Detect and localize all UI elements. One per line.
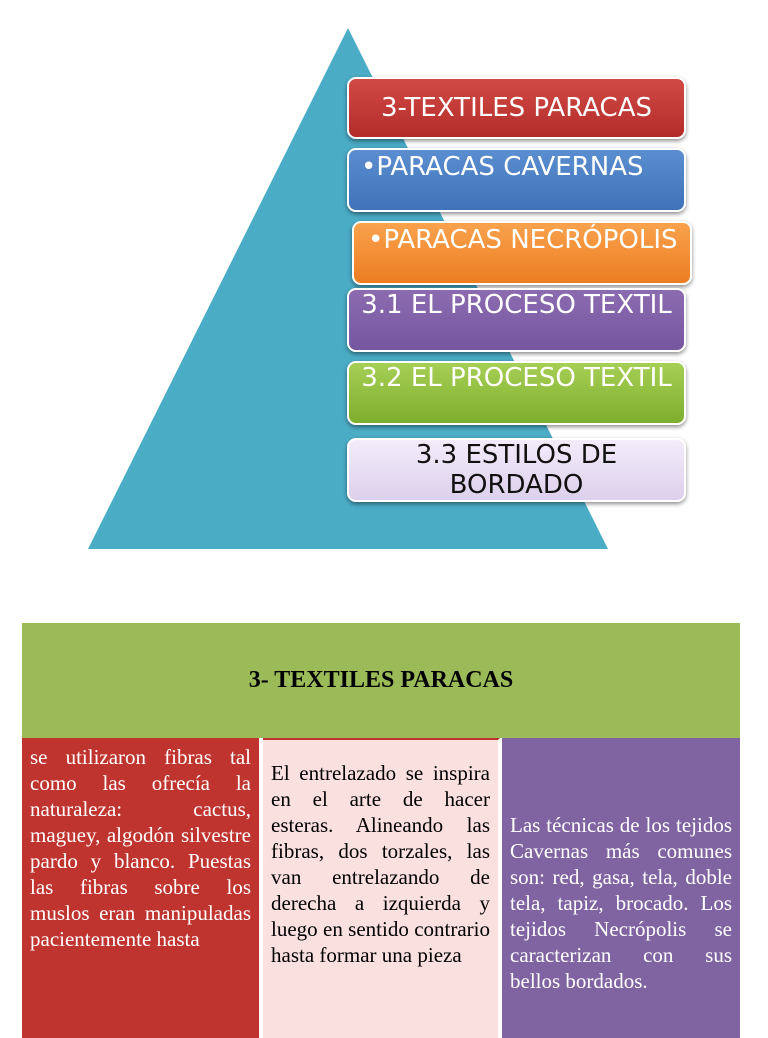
pyramid-item-estilos-bordado: [347, 438, 686, 502]
pyramid-item-label: 3.3 ESTILOS DE BORDADO: [415, 440, 618, 500]
pyramid-item-textiles-paracas: [347, 77, 686, 139]
pyramid-item-label: •PARACAS NECRÓPOLIS: [368, 225, 678, 255]
column-text: se utilizaron fibras tal como las ofrecía la naturaleza: cactus, maguey, algodón silvestre pardo y blanco. Puestas las fibras sobre los muslos eran manipuladas pacientemente hasta: [30, 745, 251, 951]
pyramid-item-paracas-necropolis: [352, 221, 692, 285]
pyramid-item-label: 3-TEXTILES PARACAS: [380, 93, 653, 123]
pyramid-item-proceso-textil-1: [347, 288, 686, 352]
pyramid-item-label: 3.1 EL PROCESO TEXTIL: [361, 290, 672, 320]
table-column-fibras: [22, 738, 261, 1038]
table-column-tecnicas: [502, 738, 740, 1038]
pyramid-item-paracas-cavernas: [347, 148, 686, 212]
column-text: El entrelazado se inspira en el arte de hacer esteras. Alineando las fibras, dos torzales, las van entrelazando de derecha a izquierda y luego en sentido contrario hasta formar una pieza: [271, 761, 490, 967]
table-title: 3- TEXTILES PARACAS: [248, 667, 514, 693]
pyramid-item-label: 3.2 EL PROCESO TEXTIL: [361, 363, 672, 393]
pyramid-item-proceso-textil-2: [347, 361, 686, 425]
table-header: [22, 623, 740, 738]
pyramid-item-label: •PARACAS CAVERNAS: [361, 152, 644, 182]
table-column-entrelazado: [263, 738, 500, 1038]
column-text: Las técnicas de los tejidos Cavernas más comunes son: red, gasa, tela, doble tela, tapiz, brocado. Los tejidos Necrópolis se caracterizan con sus bellos bordados.: [510, 813, 732, 993]
